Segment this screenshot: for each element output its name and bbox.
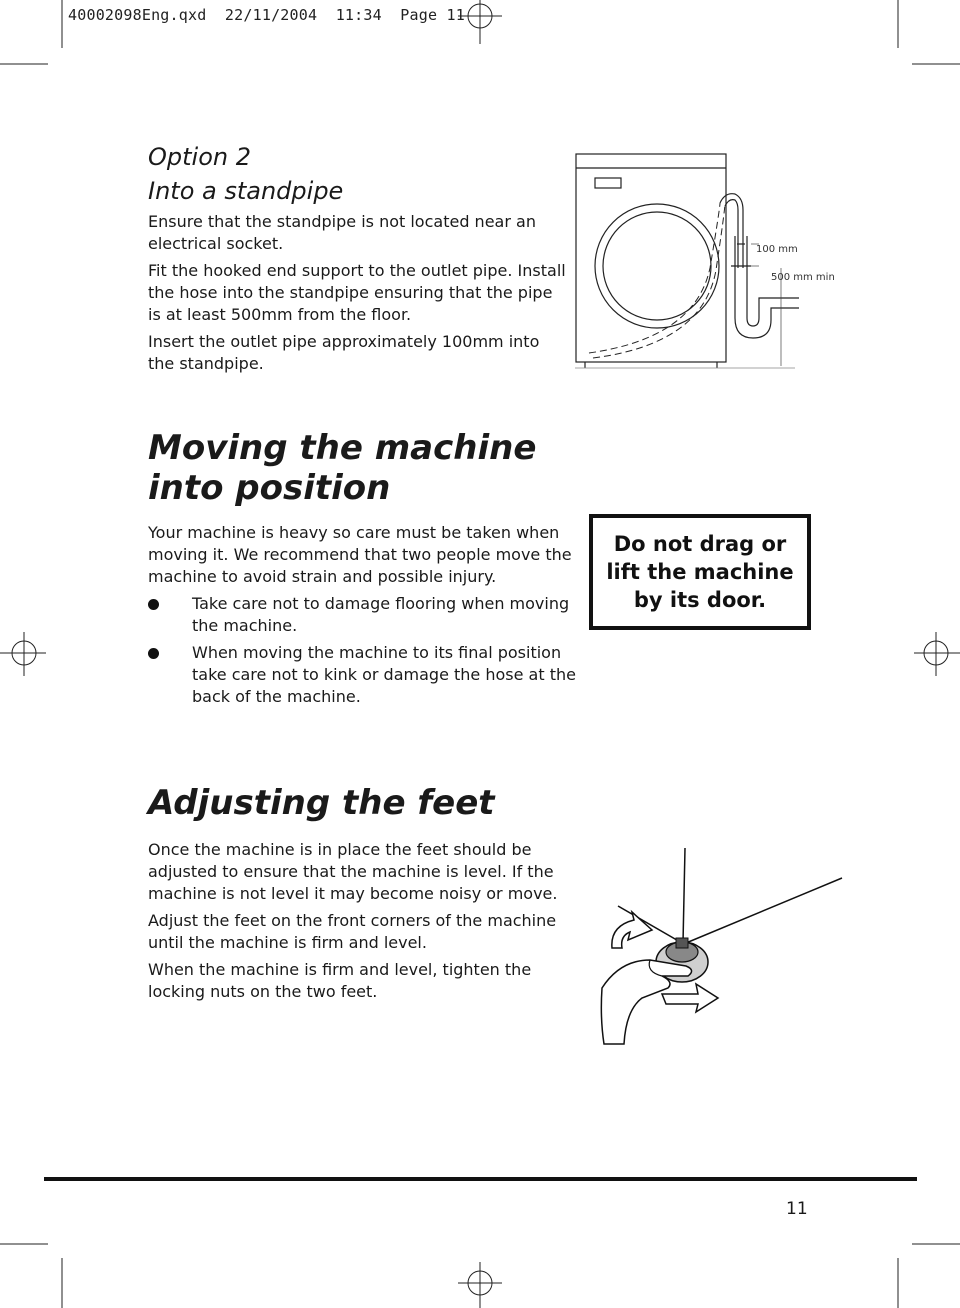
page-number: 11 [786,1199,808,1219]
option-subtitle: Into a standpipe [148,177,344,205]
standpipe-diagram [575,148,845,378]
moving-subtitle: into position [148,468,391,508]
standpipe-height-label: 500 mm min [771,272,835,283]
print-slug: 40002098Eng.qxd 22/11/2004 11:34 Page 11 [68,6,465,24]
option-paragraph: Ensure that the standpipe is not located near an electrical socket. [148,212,536,253]
footer-rule [44,1177,917,1181]
feet-paragraph: Once the machine is in place the feet should be adjusted to ensure that the machine is level. If the machine is not level it may become noisy or move. [148,840,558,903]
feet-title: Adjusting the feet [148,783,495,823]
moving-intro: Your machine is heavy so care must be taken when moving it. We recommend that two people move the machine to avoid strain and possible injury. [148,523,572,586]
option-section [148,140,568,375]
moving-section [148,428,588,708]
bullet-item [148,593,588,637]
warning-box [589,514,811,630]
feet-paragraph: Adjust the feet on the front corners of the machine until the machine is firm and level. [148,911,557,952]
warning-text: Do not drag or lift the machine by its door. [606,532,794,612]
insert-depth-label: 100 mm [756,244,798,255]
bullet-icon [148,599,159,610]
bullet-text: When moving the machine to its final position take care not to kink or damage the hose at the back of the machine. [192,643,576,706]
option-title: Option 2 [148,143,251,171]
moving-title: Moving the machine [148,428,537,468]
bullet-item [148,642,588,708]
foot-adjust-illustration [590,848,850,1048]
bullet-icon [148,648,159,659]
option-paragraph: Fit the hooked end support to the outlet pipe. Install the hose into the standpipe ensuring that the pipe is at least 500mm from the floor. [148,261,566,324]
option-paragraph: Insert the outlet pipe approximately 100mm into the standpipe. [148,332,540,373]
feet-paragraph: When the machine is firm and level, tighten the locking nuts on the two feet. [148,960,532,1001]
bullet-text: Take care not to damage flooring when moving the machine. [192,594,570,635]
feet-section [148,783,568,1003]
